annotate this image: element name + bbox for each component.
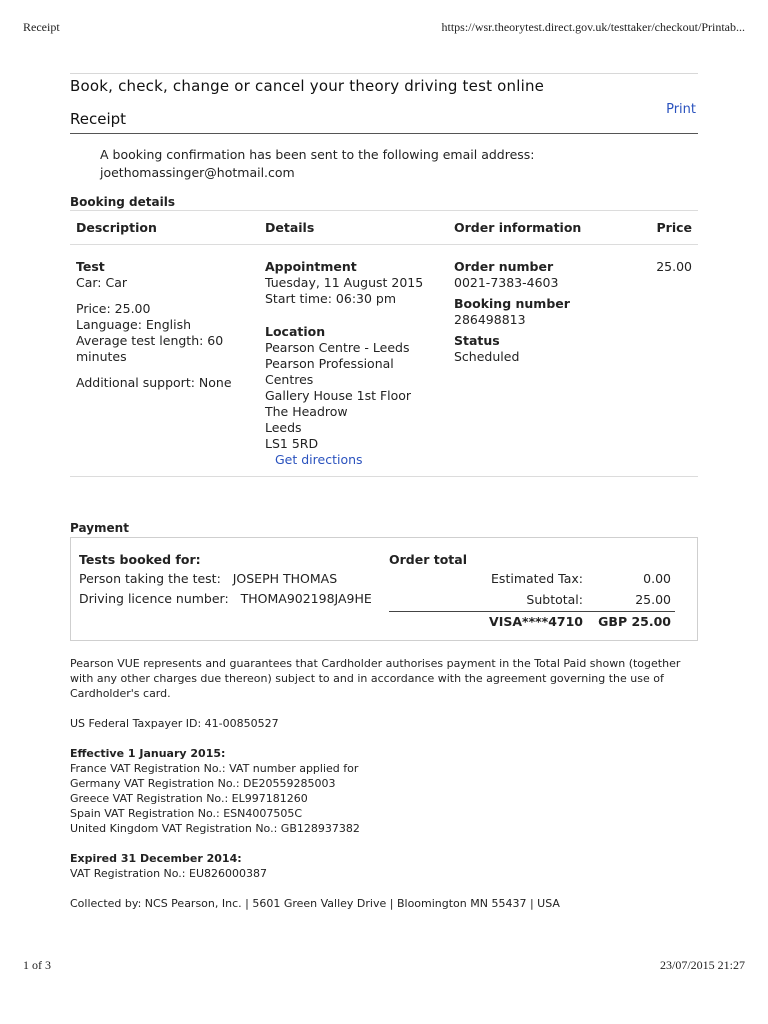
appointment-date: Tuesday, 11 August 2015 xyxy=(265,275,424,290)
test-category: Car: Car xyxy=(76,275,128,290)
legal-notes xyxy=(70,656,698,911)
receipt-title: Receipt xyxy=(70,110,127,128)
details-cell xyxy=(259,245,448,477)
address-line: Gallery House 1st Floor xyxy=(265,388,412,403)
person-value: JOSEPH THOMAS xyxy=(232,571,338,586)
order-number-label: Order number xyxy=(454,259,554,274)
print-timestamp: 23/07/2015 21:27 xyxy=(659,958,745,972)
address-line: LS1 5RD xyxy=(265,436,319,451)
header-price: Price xyxy=(630,211,698,245)
header-details: Details xyxy=(259,211,448,245)
appointment-label: Appointment xyxy=(265,259,357,274)
price-cell xyxy=(630,245,698,477)
order-information-cell xyxy=(448,245,630,477)
expired-heading: Expired 31 December 2014: xyxy=(70,852,242,865)
header-order-information: Order information xyxy=(448,211,630,245)
confirmation-message xyxy=(100,146,698,182)
price-value: 25.00 xyxy=(656,259,692,274)
tax-value: 0.00 xyxy=(643,571,671,586)
print-header-url: https://wsr.theorytest.direct.gov.uk/testtaker/checkout/Printab... xyxy=(441,20,745,34)
effective-heading: Effective 1 January 2015: xyxy=(70,747,226,760)
vat-line: France VAT Registration No.: VAT number applied for xyxy=(70,762,359,775)
collected-by: Collected by: NCS Pearson, Inc. | 5601 Green Valley Drive | Bloomington MN 55437 | USA xyxy=(70,897,560,910)
payment-summary xyxy=(70,537,698,641)
confirmation-text: A booking confirmation has been sent to the following email address: xyxy=(100,147,535,162)
person-row xyxy=(79,571,337,586)
print-header-title: Receipt xyxy=(23,20,60,34)
vat-line: United Kingdom VAT Registration No.: GB128937382 xyxy=(70,822,360,835)
confirmation-email: joethomassinger@hotmail.com xyxy=(100,165,295,180)
tax-label: Estimated Tax: xyxy=(491,571,583,586)
address-line: Leeds xyxy=(265,420,302,435)
subtotal-value: 25.00 xyxy=(635,592,671,607)
status-label: Status xyxy=(454,333,500,348)
licence-label: Driving licence number: xyxy=(79,591,229,606)
page-counter: 1 of 3 xyxy=(23,958,51,972)
booking-table-header xyxy=(70,211,698,245)
test-length: Average test length: 60 minutes xyxy=(76,333,224,364)
expired-vat: VAT Registration No.: EU826000387 xyxy=(70,867,267,880)
payment-heading: Payment xyxy=(70,521,129,535)
order-total: GBP 25.00 xyxy=(598,614,671,629)
address-line: Pearson Centre - Leeds xyxy=(265,340,410,355)
booking-number-label: Booking number xyxy=(454,296,570,311)
licence-value: THOMA902198JA9HE xyxy=(240,591,372,606)
order-total-label: Order total xyxy=(389,552,467,567)
order-number: 0021-7383-4603 xyxy=(454,275,559,290)
test-price: Price: 25.00 xyxy=(76,301,151,316)
test-type: Test xyxy=(76,259,105,274)
person-label: Person taking the test: xyxy=(79,571,221,586)
test-language: Language: English xyxy=(76,317,192,332)
booking-details-table xyxy=(70,210,698,477)
subtotal-label: Subtotal: xyxy=(526,592,583,607)
address-line: Pearson Professional Centres xyxy=(265,356,394,387)
total-divider xyxy=(389,611,675,612)
get-directions-link[interactable]: Get directions xyxy=(275,452,363,467)
table-row xyxy=(70,245,698,477)
taxpayer-id: US Federal Taxpayer ID: 41-00850527 xyxy=(70,717,279,730)
additional-support: Additional support: None xyxy=(76,375,232,390)
card-used: VISA****4710 xyxy=(489,614,583,629)
vat-line: Spain VAT Registration No.: ESN4007505C xyxy=(70,807,303,820)
description-cell xyxy=(70,245,259,477)
licence-row xyxy=(79,591,372,606)
site-title: Book, check, change or cancel your theory driving test online xyxy=(70,77,545,95)
vat-line: Germany VAT Registration No.: DE20559285003 xyxy=(70,777,336,790)
print-link[interactable]: Print xyxy=(666,102,696,117)
location-label: Location xyxy=(265,324,326,339)
vat-line: Greece VAT Registration No.: EL997181260 xyxy=(70,792,308,805)
appointment-time: Start time: 06:30 pm xyxy=(265,291,397,306)
guarantee-text: Pearson VUE represents and guarantees that Cardholder authorises payment in the Total Paid shown (together with any other charges due thereon) subject to and in accordance with the agreement governing the use of Cardholder's card. xyxy=(70,657,681,700)
receipt-page xyxy=(70,73,698,911)
tests-booked-label: Tests booked for: xyxy=(79,552,201,567)
status-value: Scheduled xyxy=(454,349,520,364)
booking-details-heading: Booking details xyxy=(70,195,175,209)
header-description: Description xyxy=(70,211,259,245)
booking-number: 286498813 xyxy=(454,312,526,327)
address-line: The Headrow xyxy=(265,404,348,419)
